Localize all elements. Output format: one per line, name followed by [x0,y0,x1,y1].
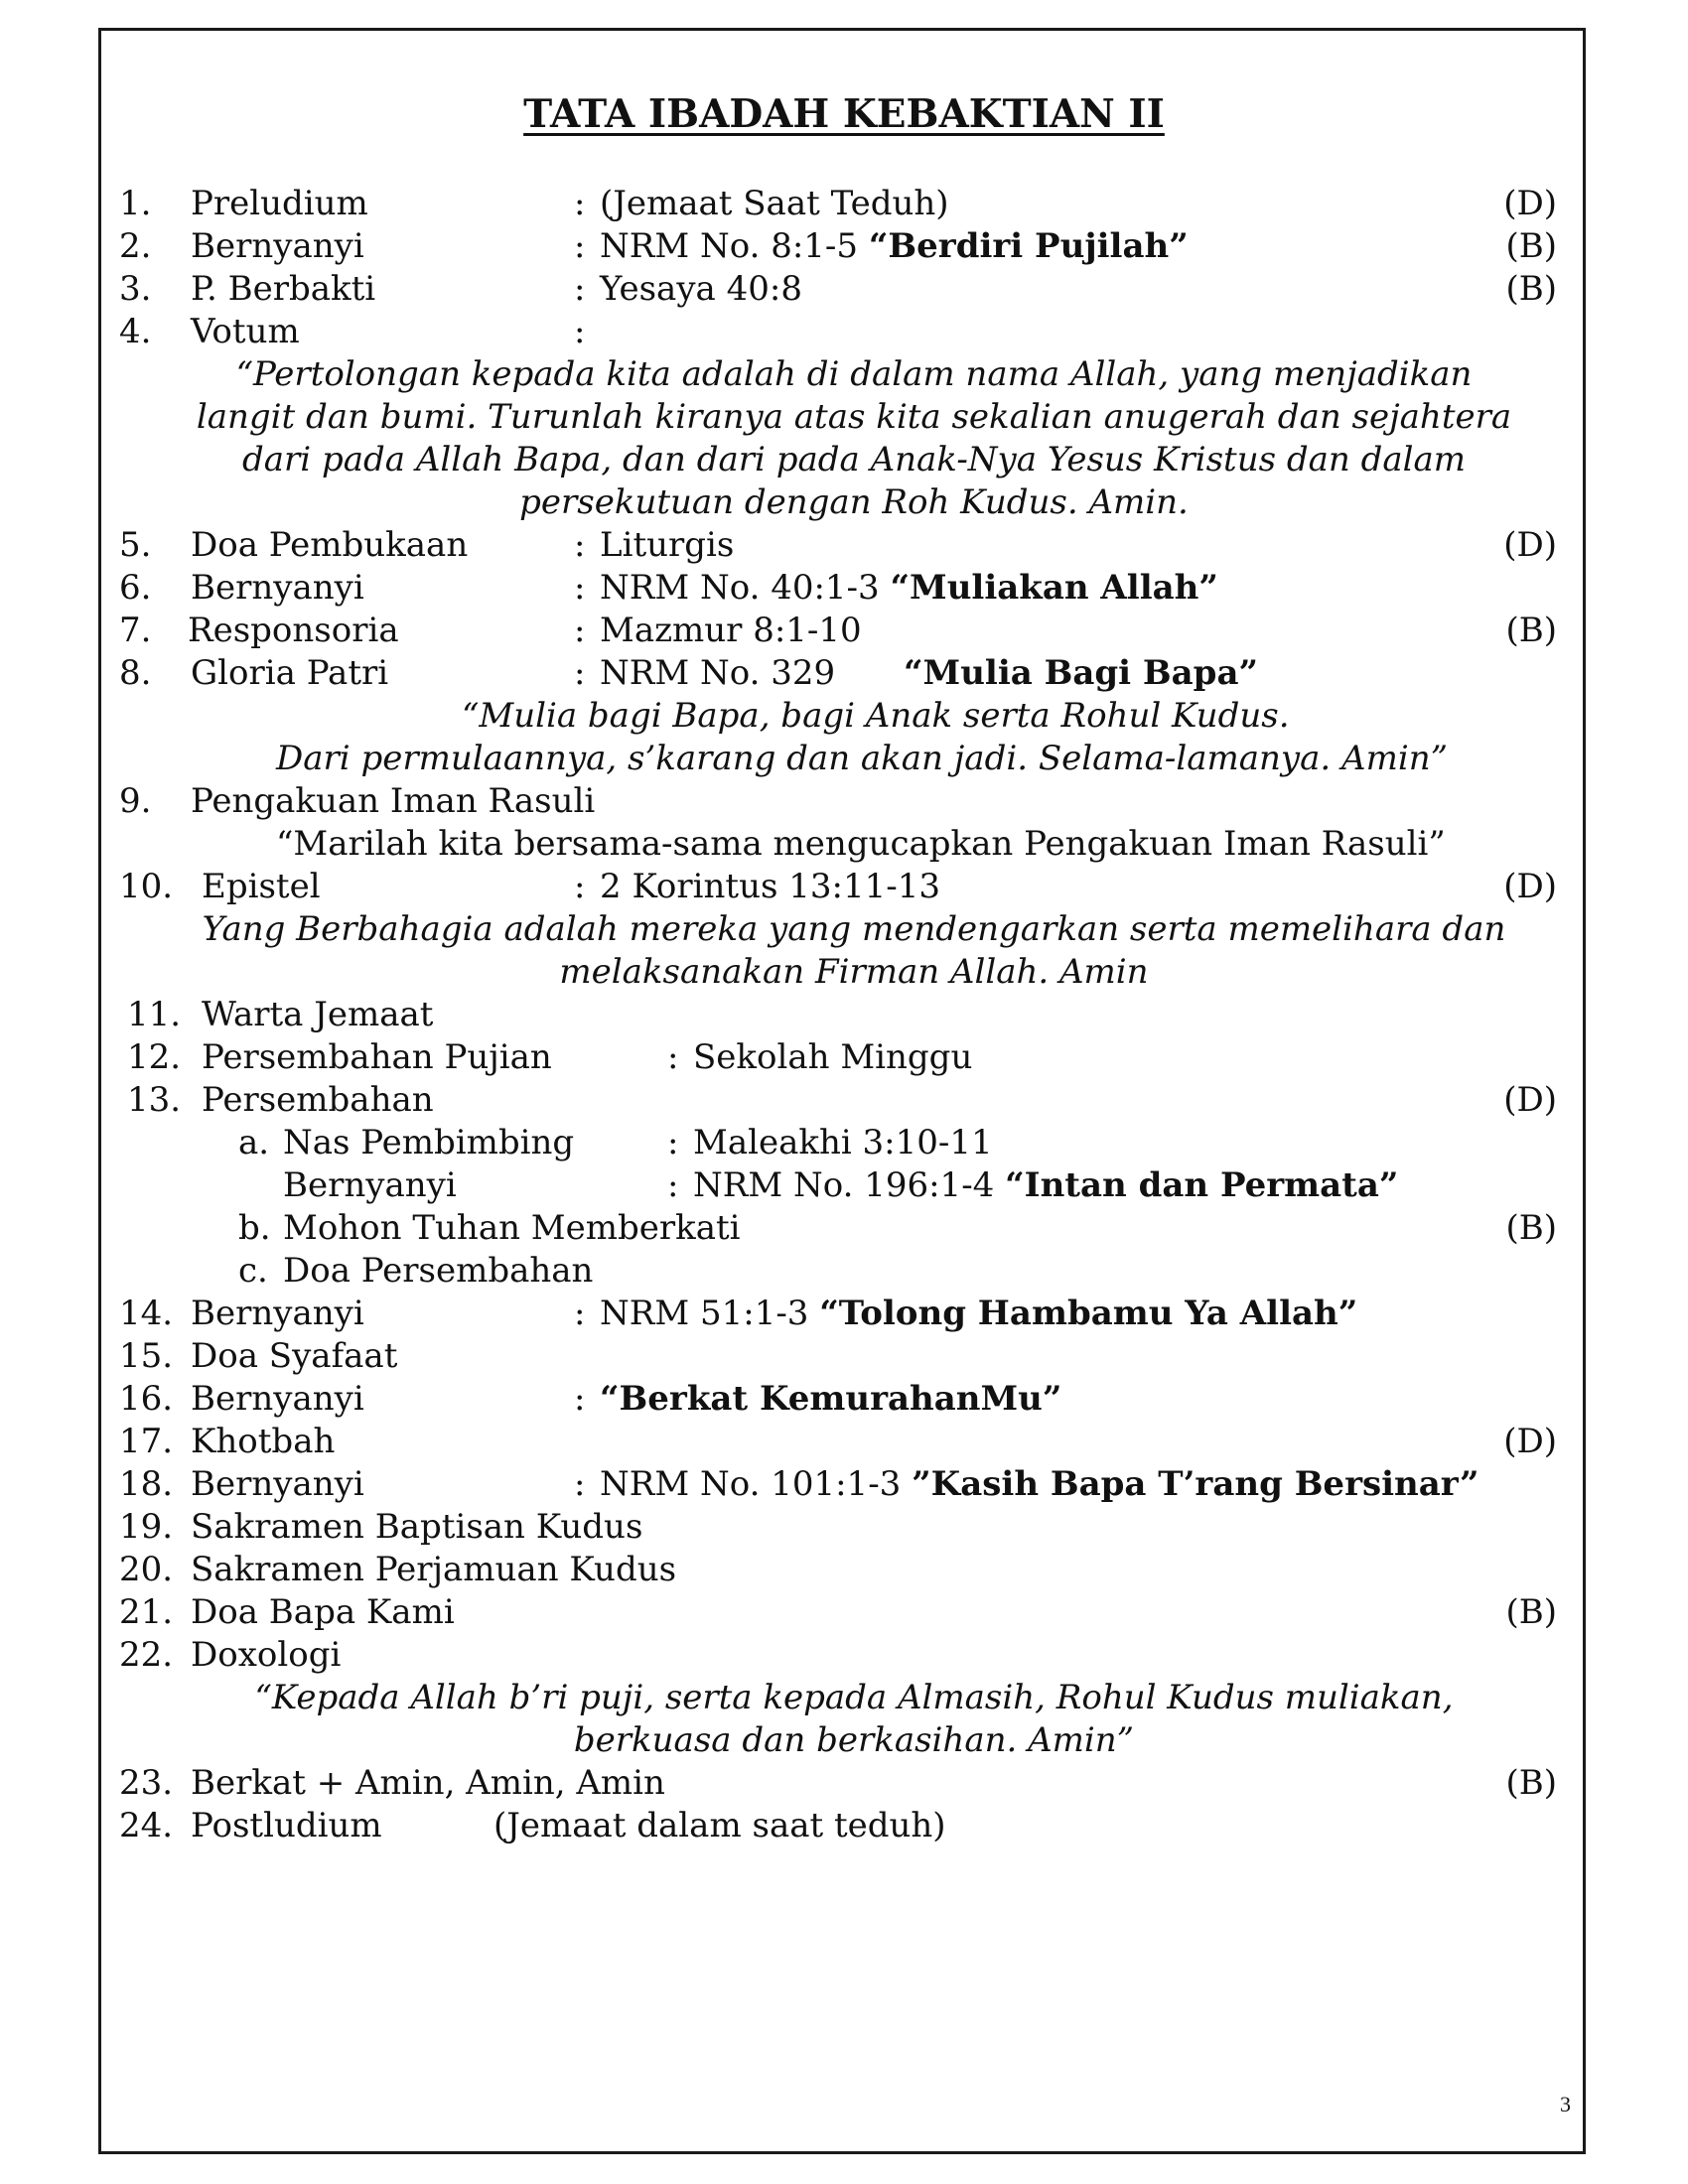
item-colon: : [574,1379,586,1419]
item-label: Epistel [202,867,321,906]
item-number: 14. [119,1294,174,1333]
liturgy-text-line: Dari permulaannya, s’karang dan akan jadi. Selama-lamanya. Amin” [276,739,1448,778]
sub-item [0,1207,1688,1250]
sub-item-label: Nas Pembimbing [283,1123,575,1162]
item-label: Persembahan [202,1080,434,1120]
sub-item [0,1250,1688,1293]
item-number: 20. [119,1550,174,1589]
page-number: 3 [1560,2092,1571,2116]
item-mark: (B) [1505,611,1557,650]
list-item [0,1079,1688,1122]
item-label: Bernyanyi [191,1379,364,1419]
item-colon: : [574,1464,586,1504]
item-value: NRM 51:1-3 “Tolong Hambamu Ya Allah” [600,1294,1358,1333]
item-label: Persembahan Pujian [202,1037,552,1077]
item-label: Doa Bapa Kami [191,1592,455,1632]
list-item [0,268,1688,311]
item-label: Bernyanyi [191,568,364,608]
item-value: Maleakhi 3:10-11 [693,1123,993,1162]
liturgy-text-line: langit dan bumi. Turunlah kiranya atas kita sekalian anugerah dan sejahtera [196,397,1512,437]
item-label: Sakramen Perjamuan Kudus [191,1550,677,1589]
item-number: 6. [119,568,152,608]
item-label: Berkat + Amin, Amin, Amin [191,1763,665,1803]
item-value: NRM No. 40:1-3 “Muliakan Allah” [600,568,1218,608]
song-title: “Berkat KemurahanMu” [600,1379,1062,1419]
item-colon: : [574,867,586,906]
item-mark: (D) [1503,1422,1557,1461]
item-value: Liturgis [600,525,735,565]
sub-item-label: Mohon Tuhan Memberkati [283,1208,741,1248]
song-title: “Tolong Hambamu Ya Allah” [819,1294,1358,1333]
item-number: 24. [119,1806,174,1845]
song-title: “Intan dan Permata” [1005,1165,1399,1205]
list-item [0,652,1688,695]
item-value: (Jemaat dalam saat teduh) [493,1806,946,1845]
item-colon: : [667,1037,679,1077]
item-label: Preludium [191,184,368,223]
list-item [0,1378,1688,1421]
item-colon: : [574,525,586,565]
sub-item-label: Bernyanyi [283,1165,457,1205]
liturgy-text-line: “Kepada Allah b’ri puji, serta kepada Almasih, Rohul Kudus muliakan, [254,1678,1454,1717]
item-label: Warta Jemaat [202,995,434,1034]
item-number: 2. [119,226,152,266]
item-value: 2 Korintus 13:11-13 [600,867,940,906]
sub-item [0,1122,1688,1164]
item-number: 19. [119,1507,174,1547]
item-number: 17. [119,1422,174,1461]
item-value: NRM No. 8:1-5 “Berdiri Pujilah” [600,226,1189,266]
item-number: 13. [127,1080,182,1120]
item-colon: : [574,226,586,266]
list-item [0,1506,1688,1549]
list-item [0,567,1688,610]
item-mark: (B) [1505,1208,1557,1248]
item-label: Bernyanyi [191,226,364,266]
liturgy-text-line: “Marilah kita bersama-sama mengucapkan Pengakuan Iman Rasuli” [276,824,1446,864]
item-colon: : [574,568,586,608]
list-item [0,524,1688,567]
item-label: Responsoria [188,611,399,650]
list-item [0,1591,1688,1634]
item-colon: : [574,269,586,309]
item-colon: : [574,312,586,351]
item-label: Pengakuan Iman Rasuli [191,781,596,821]
item-number: 5. [119,525,152,565]
item-label: Doxologi [191,1635,342,1675]
item-number: 1. [119,184,152,223]
list-item [0,1634,1688,1677]
item-mark: (D) [1503,867,1557,906]
item-label: Postludium [191,1806,382,1845]
item-number: 9. [119,781,152,821]
item-number: 12. [127,1037,182,1077]
item-value: Sekolah Minggu [693,1037,973,1077]
sub-item-letter: b. [238,1208,271,1248]
item-colon: : [574,653,586,693]
item-label: Bernyanyi [191,1294,364,1333]
sub-item-label: Doa Persembahan [283,1251,594,1291]
item-value: Mazmur 8:1-10 [600,611,862,650]
item-number: 22. [119,1635,174,1675]
liturgy-text-line: persekutuan dengan Roh Kudus. Amin. [519,482,1189,522]
list-item [0,183,1688,225]
list-item [0,1549,1688,1591]
item-number: 3. [119,269,152,309]
list-item [0,225,1688,268]
liturgy-text-line: “Mulia bagi Bapa, bagi Anak serta Rohul Kudus. [462,696,1290,736]
item-label: Sakramen Baptisan Kudus [191,1507,643,1547]
list-item [0,1335,1688,1378]
item-value: NRM No. 101:1-3 ”Kasih Bapa T’rang Bersinar” [600,1464,1479,1504]
item-label: Doa Pembukaan [191,525,469,565]
item-colon: : [667,1123,679,1162]
song-title: “Berdiri Pujilah” [868,226,1189,266]
item-mark: (D) [1503,525,1557,565]
item-mark: (B) [1505,1763,1557,1803]
item-mark: (B) [1505,226,1557,266]
item-colon: : [667,1165,679,1205]
item-number: 4. [119,312,152,351]
sub-item-letter: a. [238,1123,270,1162]
song-title: “Muliakan Allah” [890,568,1218,608]
item-number: 18. [119,1464,174,1504]
list-item [0,780,1688,823]
list-item [0,610,1688,652]
list-item [0,1805,1688,1847]
item-mark: (B) [1505,269,1557,309]
item-colon: : [574,184,586,223]
list-item [0,311,1688,353]
list-item [0,1293,1688,1335]
item-value: NRM No. 196:1-4 “Intan dan Permata” [693,1165,1399,1205]
item-value: NRM No. 329 [600,653,836,693]
item-number: 7. [119,611,152,650]
list-item [0,1762,1688,1805]
item-number: 11. [127,995,182,1034]
item-value: Yesaya 40:8 [600,269,802,309]
item-label: Votum [191,312,300,351]
item-mark: (B) [1505,1592,1557,1632]
liturgy-text-line: Yang Berbahagia adalah mereka yang mendengarkan serta memelihara dan [202,909,1506,949]
item-number: 10. [119,867,174,906]
sub-item [0,1164,1688,1207]
item-label: Bernyanyi [191,1464,364,1504]
liturgy-text-line: berkuasa dan berkasihan. Amin” [573,1720,1135,1760]
liturgy-text-line: melaksanakan Firman Allah. Amin [559,952,1149,992]
item-mark: (D) [1503,184,1557,223]
item-value: (Jemaat Saat Teduh) [600,184,949,223]
list-item [0,994,1688,1036]
item-number: 16. [119,1379,174,1419]
list-item [0,1036,1688,1079]
list-item [0,1463,1688,1506]
liturgy-text-line: dari pada Allah Bapa, dan dari pada Anak-Nya Yesus Kristus dan dalam [241,440,1467,479]
item-label: P. Berbakti [191,269,376,309]
item-colon: : [574,1294,586,1333]
song-title: ”Kasih Bapa T’rang Bersinar” [912,1464,1479,1504]
item-colon: : [574,611,586,650]
item-number: 21. [119,1592,174,1632]
list-item [0,1421,1688,1463]
liturgy-text-line: “Pertolongan kepada kita adalah di dalam nama Allah, yang menjadikan [235,354,1473,394]
list-item [0,866,1688,908]
item-label: Doa Syafaat [191,1336,398,1376]
item-number: 8. [119,653,152,693]
sub-item-letter: c. [238,1251,268,1291]
item-label: Gloria Patri [191,653,389,693]
page-title: TATA IBADAH KEBAKTIAN II [523,91,1165,137]
song-title: “Mulia Bagi Bapa” [904,653,1259,693]
item-number: 23. [119,1763,174,1803]
item-label: Khotbah [191,1422,336,1461]
item-number: 15. [119,1336,174,1376]
item-mark: (D) [1503,1080,1557,1120]
